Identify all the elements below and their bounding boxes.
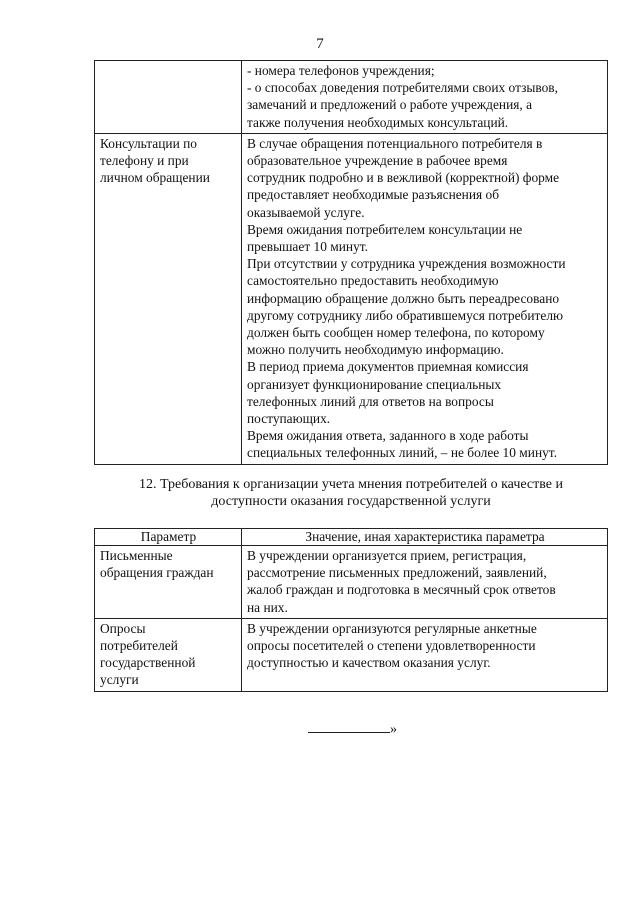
text-line: услуги (100, 672, 139, 688)
table-row (95, 618, 608, 691)
text-line: обращения граждан (100, 565, 214, 581)
text-line: информацию обращение должно быть переадресовано (247, 290, 560, 306)
text-line: также получения необходимых консультаций. (247, 114, 509, 130)
text-line: организует функционирование специальных (247, 376, 502, 392)
parameter-cell (95, 61, 242, 134)
text-line: Консультации по (100, 135, 197, 151)
text-line: образовательное учреждение в рабочее время (247, 153, 508, 169)
text-line: Время ожидания потребителем консультации не (247, 221, 523, 237)
value-cell (242, 546, 608, 619)
text-line: предоставляет необходимые разъяснения об (247, 187, 500, 203)
text-line: замечаний и предложений о работе учреждения, а (247, 97, 533, 113)
text-line: Письменные (100, 548, 173, 563)
text-line: - о способах доведения потребителями своих отзывов, (247, 80, 558, 96)
table-row (95, 133, 608, 464)
closing-quote: » (390, 722, 397, 737)
page-number: 7 (316, 36, 324, 52)
text-line: Время ожидания ответа, заданного в ходе работы (247, 428, 529, 444)
text-line: государственной (100, 655, 196, 671)
closing-mark (308, 721, 397, 738)
text-line: личном обращении (100, 170, 210, 186)
text-line: - номера телефонов учреждения; (247, 63, 435, 78)
parameter-cell (95, 133, 242, 464)
text-line: жалоб граждан и подготовка в месячный срок ответов (247, 582, 556, 598)
text-line: потребителей (100, 638, 178, 654)
value-cell (242, 133, 608, 464)
text-line: сотрудник подробно и в вежливой (корректной) форме (247, 170, 560, 186)
table-row (95, 61, 608, 134)
text-line: поступающих. (247, 411, 331, 427)
text-line: превышает 10 минут. (247, 239, 368, 255)
text-line: В случае обращения потенциального потребителя в (247, 135, 543, 151)
text-line: можно получить необходимую информацию. (247, 342, 504, 358)
text-line: доступностью и качеством оказания услуг. (247, 655, 491, 671)
text-line: оказываемой услуге. (247, 204, 365, 220)
text-line: В период приема документов приемная комиссия (247, 359, 529, 375)
value-cell (242, 618, 608, 691)
text-line: на них. (247, 599, 288, 615)
text-line: телефону и при (100, 153, 189, 169)
text-line: специальных телефонных линий, – не более 10 минут. (247, 445, 557, 461)
parameter-cell (95, 618, 242, 691)
section-heading (94, 476, 608, 510)
text-line: рассмотрение письменных предложений, заявлений, (247, 565, 547, 581)
service-info-table-continuation (94, 60, 608, 465)
text-line: самостоятельно предоставить необходимую (247, 273, 499, 289)
text-line: При отсутствии у сотрудника учреждения возможности (247, 256, 566, 272)
text-line: должен быть сообщен номер телефона, по которому (247, 325, 545, 341)
heading-line: доступности оказания государственной услуги (211, 494, 491, 509)
table-header-row (95, 529, 608, 546)
parameter-cell (95, 546, 242, 619)
table-row (95, 546, 608, 619)
heading-line: 12. Требования к организации учета мнения потребителей о качестве и (139, 477, 563, 492)
feedback-requirements-table (94, 528, 608, 692)
value-cell (242, 61, 608, 134)
column-header-value: Значение, иная характеристика параметра (242, 529, 608, 546)
column-header-parameter: Параметр (95, 529, 242, 546)
text-line: телефонных линий для ответов на вопросы (247, 393, 494, 409)
signature-blank-line (308, 721, 390, 733)
text-line: Опросы (100, 620, 146, 636)
text-line: опросы посетителей о степени удовлетворенности (247, 638, 536, 654)
text-line: другому сотруднику либо обратившемуся потребителю (247, 307, 564, 323)
text-line: В учреждении организуется прием, регистрация, (247, 548, 527, 563)
text-line: В учреждении организуются регулярные анкетные (247, 620, 537, 636)
